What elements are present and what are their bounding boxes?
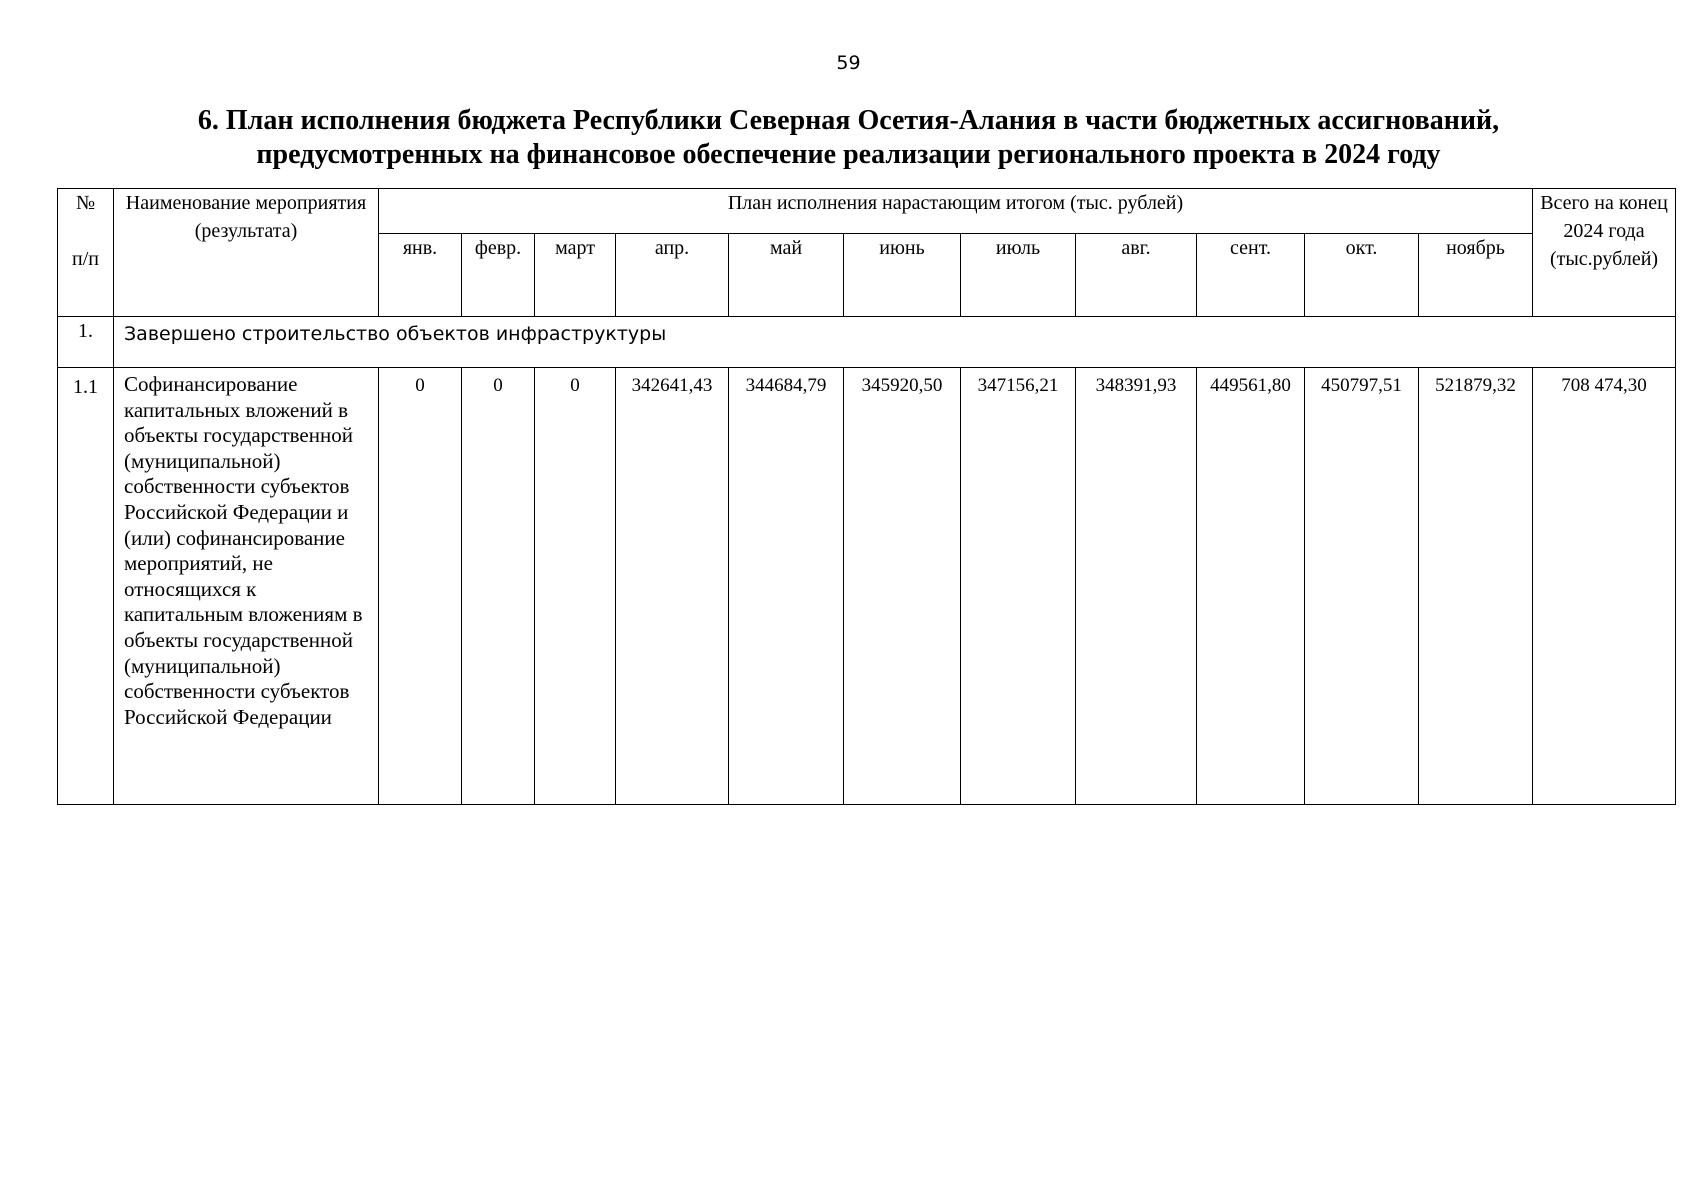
header-activity-name: Наименование мероприятия (результата) xyxy=(114,189,379,317)
header-row-1 xyxy=(58,189,1676,234)
header-month-jul: июль xyxy=(961,234,1076,317)
value-jul: 347156,21 xyxy=(961,368,1076,805)
value-mar: 0 xyxy=(535,368,616,805)
header-month-may: май xyxy=(729,234,844,317)
document-title xyxy=(0,104,1697,172)
title-line-2: предусмотренных на финансовое обеспечение реализации регионального проекта в 2024 году xyxy=(256,139,1441,170)
title-line-1: 6. План исполнения бюджета Республики Северная Осетия-Алания в части бюджетных ассигнований, xyxy=(197,105,1500,136)
row-number: 1.1 xyxy=(58,368,114,805)
header-month-jan: янв. xyxy=(379,234,462,317)
value-jun: 345920,50 xyxy=(844,368,961,805)
header-month-apr: апр. xyxy=(616,234,729,317)
header-plan-cumulative: План исполнения нарастающим итогом (тыс. рублей) xyxy=(379,189,1533,234)
header-month-jun: июнь xyxy=(844,234,961,317)
value-nov: 521879,32 xyxy=(1419,368,1533,805)
section-row xyxy=(58,317,1676,368)
header-total-2024: Всего на конец 2024 года (тыс.рублей) xyxy=(1533,189,1676,317)
value-oct: 450797,51 xyxy=(1305,368,1419,805)
header-number xyxy=(58,189,114,317)
value-aug: 348391,93 xyxy=(1076,368,1197,805)
budget-plan-table xyxy=(57,188,1676,805)
value-jan: 0 xyxy=(379,368,462,805)
header-month-nov: ноябрь xyxy=(1419,234,1533,317)
header-number-pp: п/п xyxy=(72,248,99,270)
value-total: 708 474,30 xyxy=(1533,368,1676,805)
section-title: Завершено строительство объектов инфраструктуры xyxy=(114,317,1676,368)
page-number: 59 xyxy=(836,52,861,74)
header-month-aug: авг. xyxy=(1076,234,1197,317)
value-apr: 342641,43 xyxy=(616,368,729,805)
value-may: 344684,79 xyxy=(729,368,844,805)
header-number-sign: № xyxy=(75,192,96,214)
table-row xyxy=(58,368,1676,805)
value-feb: 0 xyxy=(462,368,535,805)
header-month-oct: окт. xyxy=(1305,234,1419,317)
header-month-feb: февр. xyxy=(462,234,535,317)
header-month-mar: март xyxy=(535,234,616,317)
value-sep: 449561,80 xyxy=(1197,368,1305,805)
section-number: 1. xyxy=(58,317,114,368)
row-activity-name: Софинансирование капитальных вложений в объекты государственной (муниципальной) собственности субъектов Российской Федерации и (или) софинансирование мероприятий, не относящихся к капитальным вложениям в объекты государственной (муниципальной) собственности субъектов Российской Федерации xyxy=(114,368,379,805)
header-month-sep: сент. xyxy=(1197,234,1305,317)
